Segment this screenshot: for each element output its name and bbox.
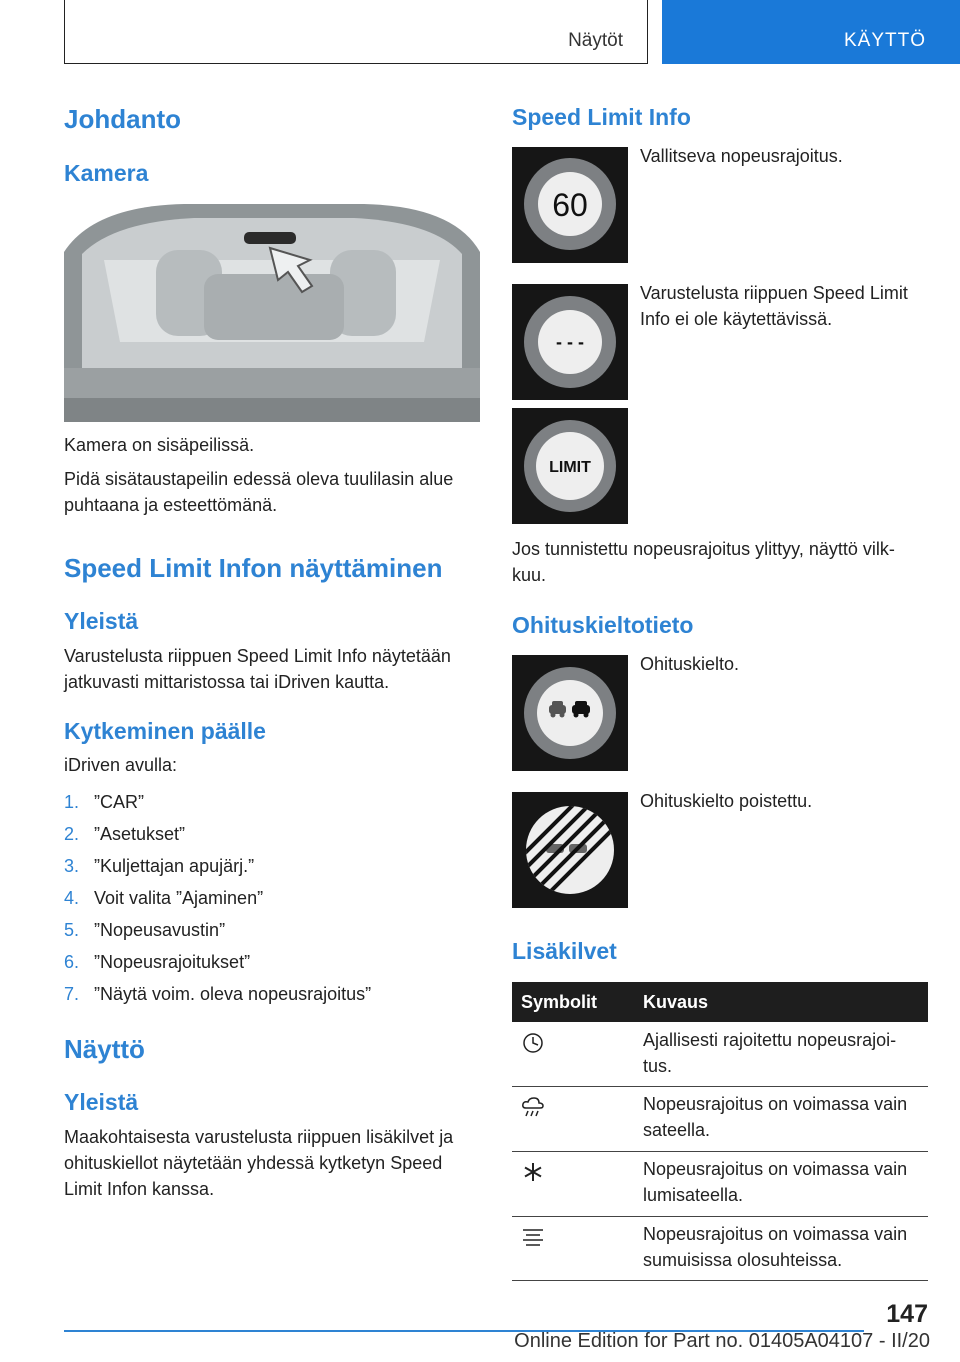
step-text: ”Nopeusrajoitukset” xyxy=(94,952,251,972)
general2-heading: Yleistä xyxy=(64,1089,139,1115)
row-description: Ajallisesti rajoitettu nopeusrajoi- tus. xyxy=(643,1030,897,1076)
chapter-title: KÄYTTÖ xyxy=(843,30,926,51)
camera-heading: Kamera xyxy=(64,160,149,186)
step-text: Voit valita ”Ajaminen” xyxy=(94,888,264,908)
sli-heading: Speed Limit Info xyxy=(512,104,691,130)
overtake-text: Ohituskielto. xyxy=(640,654,740,674)
step-text: ”Kuljettajan apujärj.” xyxy=(94,856,255,876)
switch-on-text: iDriven avulla: xyxy=(64,755,178,775)
speed-sign-60 xyxy=(512,147,628,263)
step-text: ”Näytä voim. oleva nopeusrajoitus” xyxy=(94,984,372,1004)
header-symbols: Symbolit xyxy=(521,992,598,1012)
sign-60-text: Vallitseva nopeusrajoitus. xyxy=(640,146,843,166)
step-number: 7. xyxy=(64,984,80,1004)
step-number: 2. xyxy=(64,824,80,844)
exceed-text-line1: Jos tunnistettu nopeusrajoitus ylittyy, näyttö vilk- xyxy=(512,539,895,559)
intro-heading: Johdanto xyxy=(64,104,181,134)
step-number: 5. xyxy=(64,920,80,940)
header-section-box xyxy=(64,0,648,64)
step-text: ”CAR” xyxy=(94,792,144,812)
camera-text-2-line2: puhtaana ja esteettömänä. xyxy=(64,495,278,515)
exceed-text-line2: kuu. xyxy=(512,565,547,585)
table-row xyxy=(512,1086,928,1152)
step-text: ”Asetukset” xyxy=(94,824,186,844)
speed-sign-unavailable xyxy=(512,284,628,400)
fog-icon xyxy=(520,1224,546,1250)
sign-limit-label: LIMIT xyxy=(549,459,591,476)
sign-dash-label: - - - xyxy=(556,332,584,352)
overtake-end-text: Ohituskielto poistettu. xyxy=(640,791,813,811)
table-row xyxy=(512,1022,928,1087)
row-description: Nopeusrajoitus on voimassa vain lumisateella. xyxy=(643,1159,908,1205)
speed-sign-limit xyxy=(512,408,628,524)
general2-text-line1: Maakohtaisesta varustelusta riippuen lisäkilvet ja xyxy=(64,1127,454,1147)
camera-photo xyxy=(64,192,480,422)
camera-text-1: Kamera on sisäpeilissä. xyxy=(64,435,255,455)
step-number: 1. xyxy=(64,792,80,812)
extra-signs-heading: Lisäkilvet xyxy=(512,938,617,964)
extra-signs-table xyxy=(512,982,928,1022)
step-text: ”Nopeusavustin” xyxy=(94,920,226,940)
display-heading: Näyttö xyxy=(64,1034,145,1064)
sign-dash-text-line1: Varustelusta riippuen Speed Limit xyxy=(640,283,908,303)
general-heading: Yleistä xyxy=(64,608,139,634)
rain-cloud-icon xyxy=(520,1094,546,1120)
step-number: 3. xyxy=(64,856,80,876)
sign-60-label: 60 xyxy=(552,187,588,223)
switch-on-heading: Kytkeminen päälle xyxy=(64,718,266,744)
header-description: Kuvaus xyxy=(643,992,709,1012)
sign-dash-text-line2: Info ei ole käytettävissä. xyxy=(640,309,833,329)
row-description: Nopeusrajoitus on voimassa vain sateella. xyxy=(643,1094,908,1140)
snowflake-icon xyxy=(520,1159,546,1185)
row-description: Nopeusrajoitus on voimassa vain sumuisissa olosuhteissa. xyxy=(643,1224,908,1270)
table-row xyxy=(512,1216,928,1281)
section-title: Näytöt xyxy=(568,30,623,51)
step-number: 4. xyxy=(64,888,80,908)
overtake-heading: Ohituskieltotieto xyxy=(512,612,694,638)
general-text-line1: Varustelusta riippuen Speed Limit Info näytetään xyxy=(64,646,451,666)
table-header xyxy=(512,982,928,1022)
camera-text-2-line1: Pidä sisätaustapeilin edessä oleva tuulilasin alue xyxy=(64,469,454,489)
footer-edition: Online Edition for Part no. 01405A04107 - II/20 xyxy=(514,1330,930,1352)
sli-display-heading: Speed Limit Infon näyttäminen xyxy=(64,553,443,583)
no-overtaking-sign xyxy=(512,655,628,771)
general2-text-line2: ohituskiellot näytetään yhdessä kytketyn Speed xyxy=(64,1153,443,1173)
general-text-line2: jatkuvasti mittaristossa tai iDriven kautta. xyxy=(64,672,390,692)
step-number: 6. xyxy=(64,952,80,972)
end-no-overtaking-sign xyxy=(512,792,628,908)
table-row xyxy=(512,1151,928,1217)
header-chapter-tab xyxy=(662,0,960,64)
general2-text-line3: Limit Infon kanssa. xyxy=(64,1179,215,1199)
clock-icon xyxy=(520,1030,546,1056)
page-number: 147 xyxy=(886,1300,928,1328)
